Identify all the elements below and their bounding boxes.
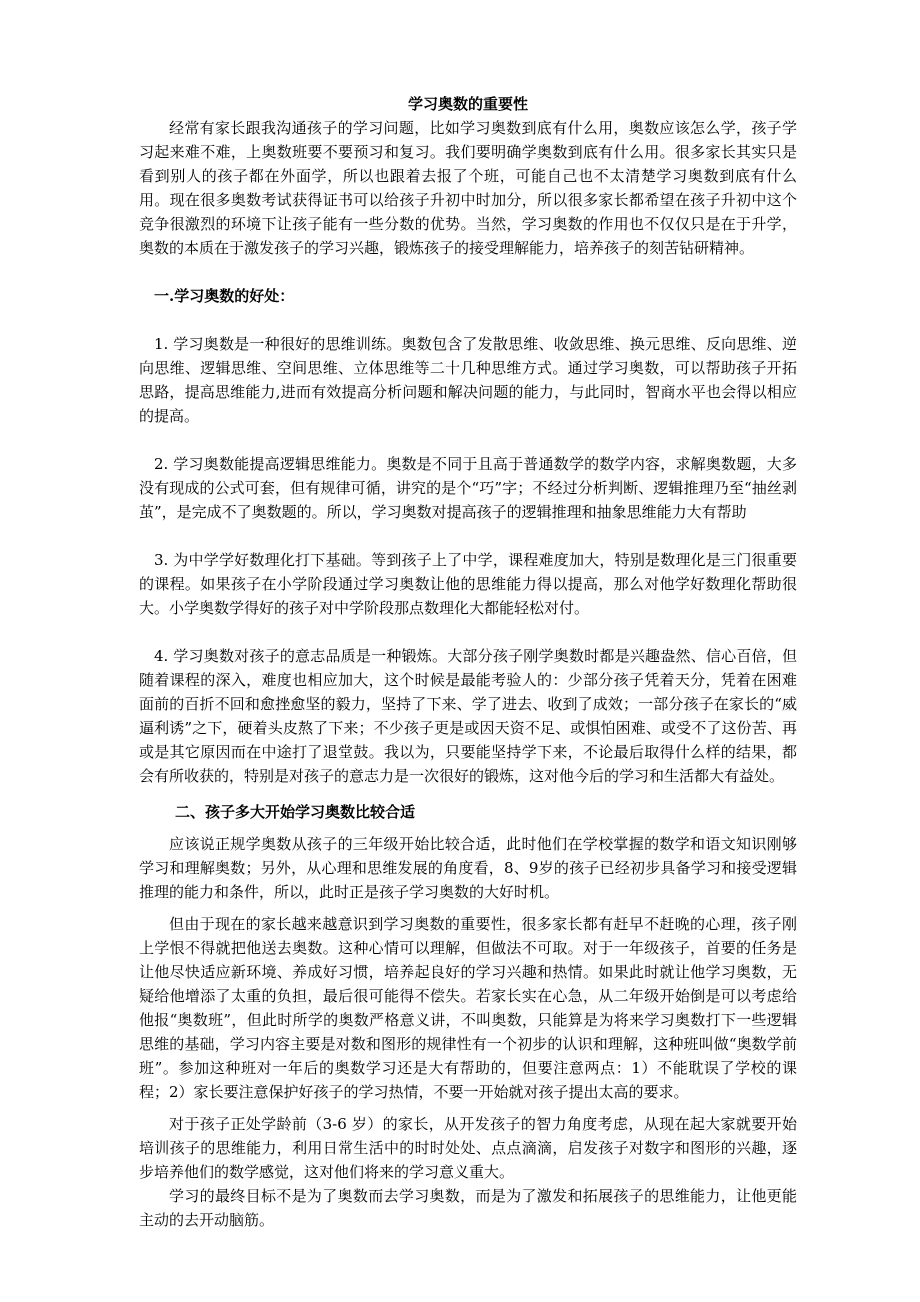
section-2-heading: 二、孩子多大开始学习奥数比较合适 (175, 803, 416, 821)
section-1-item: 4. 学习奥数对孩子的意志品质是一种锻炼。大部分孩子刚学奥数时都是兴趣盎然、信心百倍，但随着课程的深入，难度也相应加大，这个时候是最能考验人的：少部分孩子凭着天分，凭着在困难面前的百折不回和愈挫愈坚的毅力，坚持了下来、学了进去、收到了成效；一部分孩子在家长的“威逼利诱”之下，硬着头皮熬了下来；不少孩子更是或因天资不足、或惧怕困难、或受不了这份苦、再或是其它原因而在中途打了退堂鼓。我以为，只要能坚持学下来，不论最后取得什么样的结果，都会有所收获的，特别是对孩子的意志力是一次很好的锻炼，这对他今后的学习和生活都大有益处。 (139, 647, 797, 785)
section-1-item: 1. 学习奥数是一种很好的思维训练。奥数包含了发散思维、收敛思维、换元思维、反向思维、逆向思维、逻辑思维、空间思维、立体思维等二十几种思维方式。通过学习奥数，可以帮助孩子开拓思路，提高思维能力,进而有效提高分析问题和解决问题的能力，与此同时，智商水平也会得以相应的提高。 (139, 335, 797, 425)
section-1-heading: 一.学习奥数的好处： (154, 287, 295, 305)
document-title: 学习奥数的重要性 (407, 95, 528, 113)
intro-paragraph: 经常有家长跟我沟通孩子的学习问题，比如学习奥数到底有什么用，奥数应该怎么学，孩子学习起来难不难，上奥数班要不要预习和复习。我们要明确学奥数到底有什么用。很多家长其实只是看到别人的孩子都在外面学，所以也跟着去报了个班，可能自己也不太清楚学习奥数到底有什么用。现在很多奥数考试获得证书可以给孩子升初中时加分，所以很多家长都希望在孩子升初中这个竞争很激烈的环境下让孩子能有一些分数的优势。当然，学习奥数的作用也不仅仅只是在于升学，奥数的本质在于激发孩子的学习兴趣，锻炼孩子的接受理解能力，培养孩子的刻苦钻研精神。 (139, 119, 797, 257)
section-2-paragraph: 但由于现在的家长越来越意识到学习奥数的重要性，很多家长都有赶早不赶晚的心理，孩子刚上学恨不得就把他送去奥数。这种心情可以理解，但做法不可取。对于一年级孩子，首要的任务是让他尽快适应新环境、养成好习惯，培养起良好的学习兴趣和热情。如果此时就让他学习奥数，无疑给他增添了太重的负担，最后很可能得不偿失。若家长实在心急，从二年级开始倒是可以考虑给他报“奥数班”，但此时所学的奥数严格意义讲，不叫奥数，只能算是为将来学习奥数打下一些逻辑思维的基础，学习内容主要是对数和图形的规律性有一个初步的认识和理解，这种班叫做“奥数学前班”。参加这种班对一年后的奥数学习还是大有帮助的，但要注意两点：1）不能耽误了学校的课程；2）家长要注意保护好孩子的学习热情，不要一开始就对孩子提出太高的要求。 (139, 915, 797, 1101)
section-2-paragraph: 对于孩子正处学龄前（3-6 岁）的家长，从开发孩子的智力角度考虑，从现在起大家就要开始培训孩子的思维能力，利用日常生活中的时时处处、点点滴滴，启发孩子对数字和图形的兴趣，逐步培养他们的数学感觉，这对他们将来的学习意义重大。 (139, 1115, 797, 1181)
section-2-paragraph: 学习的最终目标不是为了奥数而去学习奥数，而是为了激发和拓展孩子的思维能力，让他更能主动的去开动脑筋。 (139, 1187, 797, 1229)
document-page (139, 92, 797, 1232)
section-1-item: 2. 学习奥数能提高逻辑思维能力。奥数是不同于且高于普通数学的数学内容，求解奥数题，大多没有现成的公式可套，但有规律可循，讲究的是个“巧”字；不经过分析判断、逻辑推理乃至“抽丝剥茧”，是完成不了奥数题的。所以，学习奥数对提高孩子的逻辑推理和抽象思维能力大有帮助 (139, 455, 797, 521)
section-1-item: 3. 为中学学好数理化打下基础。等到孩子上了中学，课程难度加大，特别是数理化是三门很重要的课程。如果孩子在小学阶段通过学习奥数让他的思维能力得以提高，那么对他学好数理化帮助很大。小学奥数学得好的孩子对中学阶段那点数理化大都能轻松对付。 (139, 551, 797, 617)
section-2-paragraph: 应该说正规学奥数从孩子的三年级开始比较合适，此时他们在学校掌握的数学和语文知识刚够学习和理解奥数；另外，从心理和思维发展的角度看，8、9岁的孩子已经初步具备学习和接受逻辑推理的能力和条件，所以，此时正是孩子学习奥数的大好时机。 (139, 835, 797, 901)
